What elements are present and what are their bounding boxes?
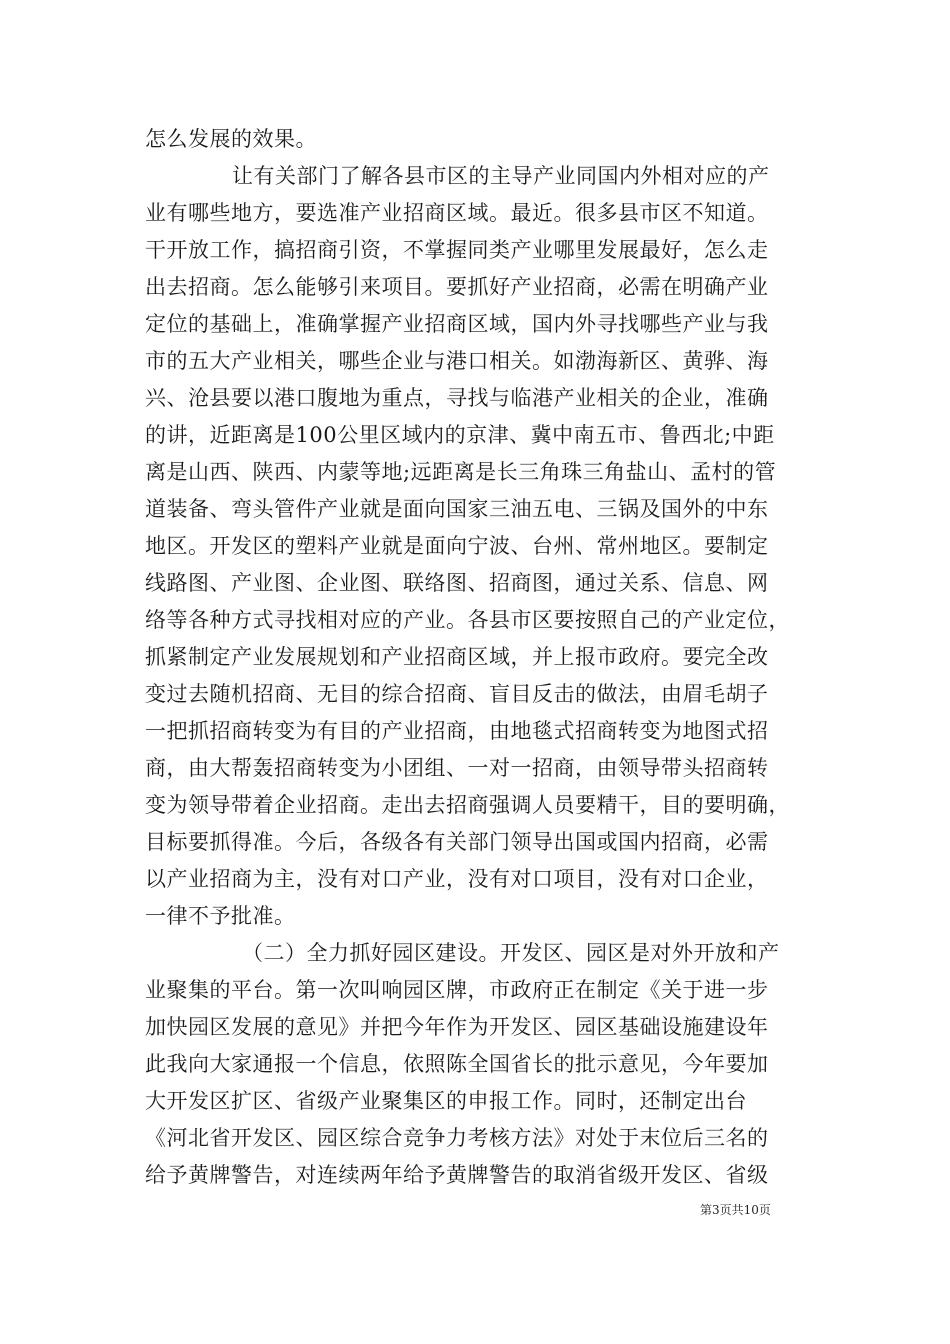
body-line: 给予黄牌警告，对连续两年给予黄牌警告的取消省级开发区、省级	[145, 1163, 769, 1187]
body-line: 变过去随机招商、无目的综合招商、盲目反击的做法，由眉毛胡子	[145, 682, 769, 706]
body-line: 商，由大帮轰招商转变为小团组、一对一招商，由领导带头招商转	[145, 756, 769, 780]
body-line: 业有哪些地方，要选准产业招商区域。最近。很多县市区不知道。	[145, 201, 769, 225]
body-line: 让有关部门了解各县市区的主导产业同国内外相对应的产	[232, 164, 770, 188]
body-line: 目标要抓得准。今后，各级各有关部门领导出国或国内招商，必需	[145, 830, 769, 854]
body-line: 的讲，近距离是100公里区域内的京津、冀中南五市、鲁西北;中距	[145, 423, 775, 447]
body-line: 离是山西、陕西、内蒙等地;远距离是长三角珠三角盐山、孟村的管	[145, 460, 777, 484]
body-line: 一把抓招商转变为有目的产业招商，由地毯式招商转变为地图式招	[145, 719, 769, 743]
body-line: 《河北省开发区、园区综合竞争力考核方法》对处于末位后三名的	[145, 1126, 769, 1150]
body-line: 出去招商。怎么能够引来项目。要抓好产业招商，必需在明确产业	[145, 275, 769, 299]
body-line: 加快园区发展的意见》并把今年作为开发区、园区基础设施建设年	[145, 1015, 769, 1039]
body-line: 业聚集的平台。第一次叫响园区牌，市政府正在制定《关于进一步	[145, 978, 769, 1002]
body-line: 干开放工作，搞招商引资，不掌握同类产业哪里发展最好，怎么走	[145, 238, 769, 262]
body-line: 大开发区扩区、省级产业聚集区的申报工作。同时，还制定出台	[145, 1089, 747, 1113]
body-line: 一律不予批准。	[145, 904, 296, 928]
section-heading-line: （二）全力抓好园区建设。开发区、园区是对外开放和产	[242, 941, 780, 965]
body-line: 市的五大产业相关，哪些企业与港口相关。如渤海新区、黄骅、海	[145, 349, 769, 373]
body-line: 络等各种方式寻找相对应的产业。各县市区要按照自己的产业定位，	[145, 608, 790, 632]
body-line: 此我向大家通报一个信息，依照陈全国省长的批示意见，今年要加	[145, 1052, 769, 1076]
body-line: 定位的基础上，准确掌握产业招商区域，国内外寻找哪些产业与我	[145, 312, 769, 336]
body-line: 变为领导带着企业招商。走出去招商强调人员要精干，目的要明确，	[145, 793, 790, 817]
body-line: 道装备、弯头管件产业就是面向国家三油五电、三锅及国外的中东	[145, 497, 769, 521]
body-line: 线路图、产业图、企业图、联络图、招商图，通过关系、信息、网	[145, 571, 769, 595]
page-number: 第3页共10页	[700, 1203, 771, 1217]
body-line: 怎么发展的效果。	[145, 127, 317, 151]
body-line: 地区。开发区的塑料产业就是面向宁波、台州、常州地区。要制定	[145, 534, 769, 558]
body-line: 兴、沧县要以港口腹地为重点，寻找与临港产业相关的企业，准确	[145, 386, 769, 410]
body-line: 以产业招商为主，没有对口产业，没有对口项目，没有对口企业，	[145, 867, 769, 891]
body-line: 抓紧制定产业发展规划和产业招商区域，并上报市政府。要完全改	[145, 645, 769, 669]
